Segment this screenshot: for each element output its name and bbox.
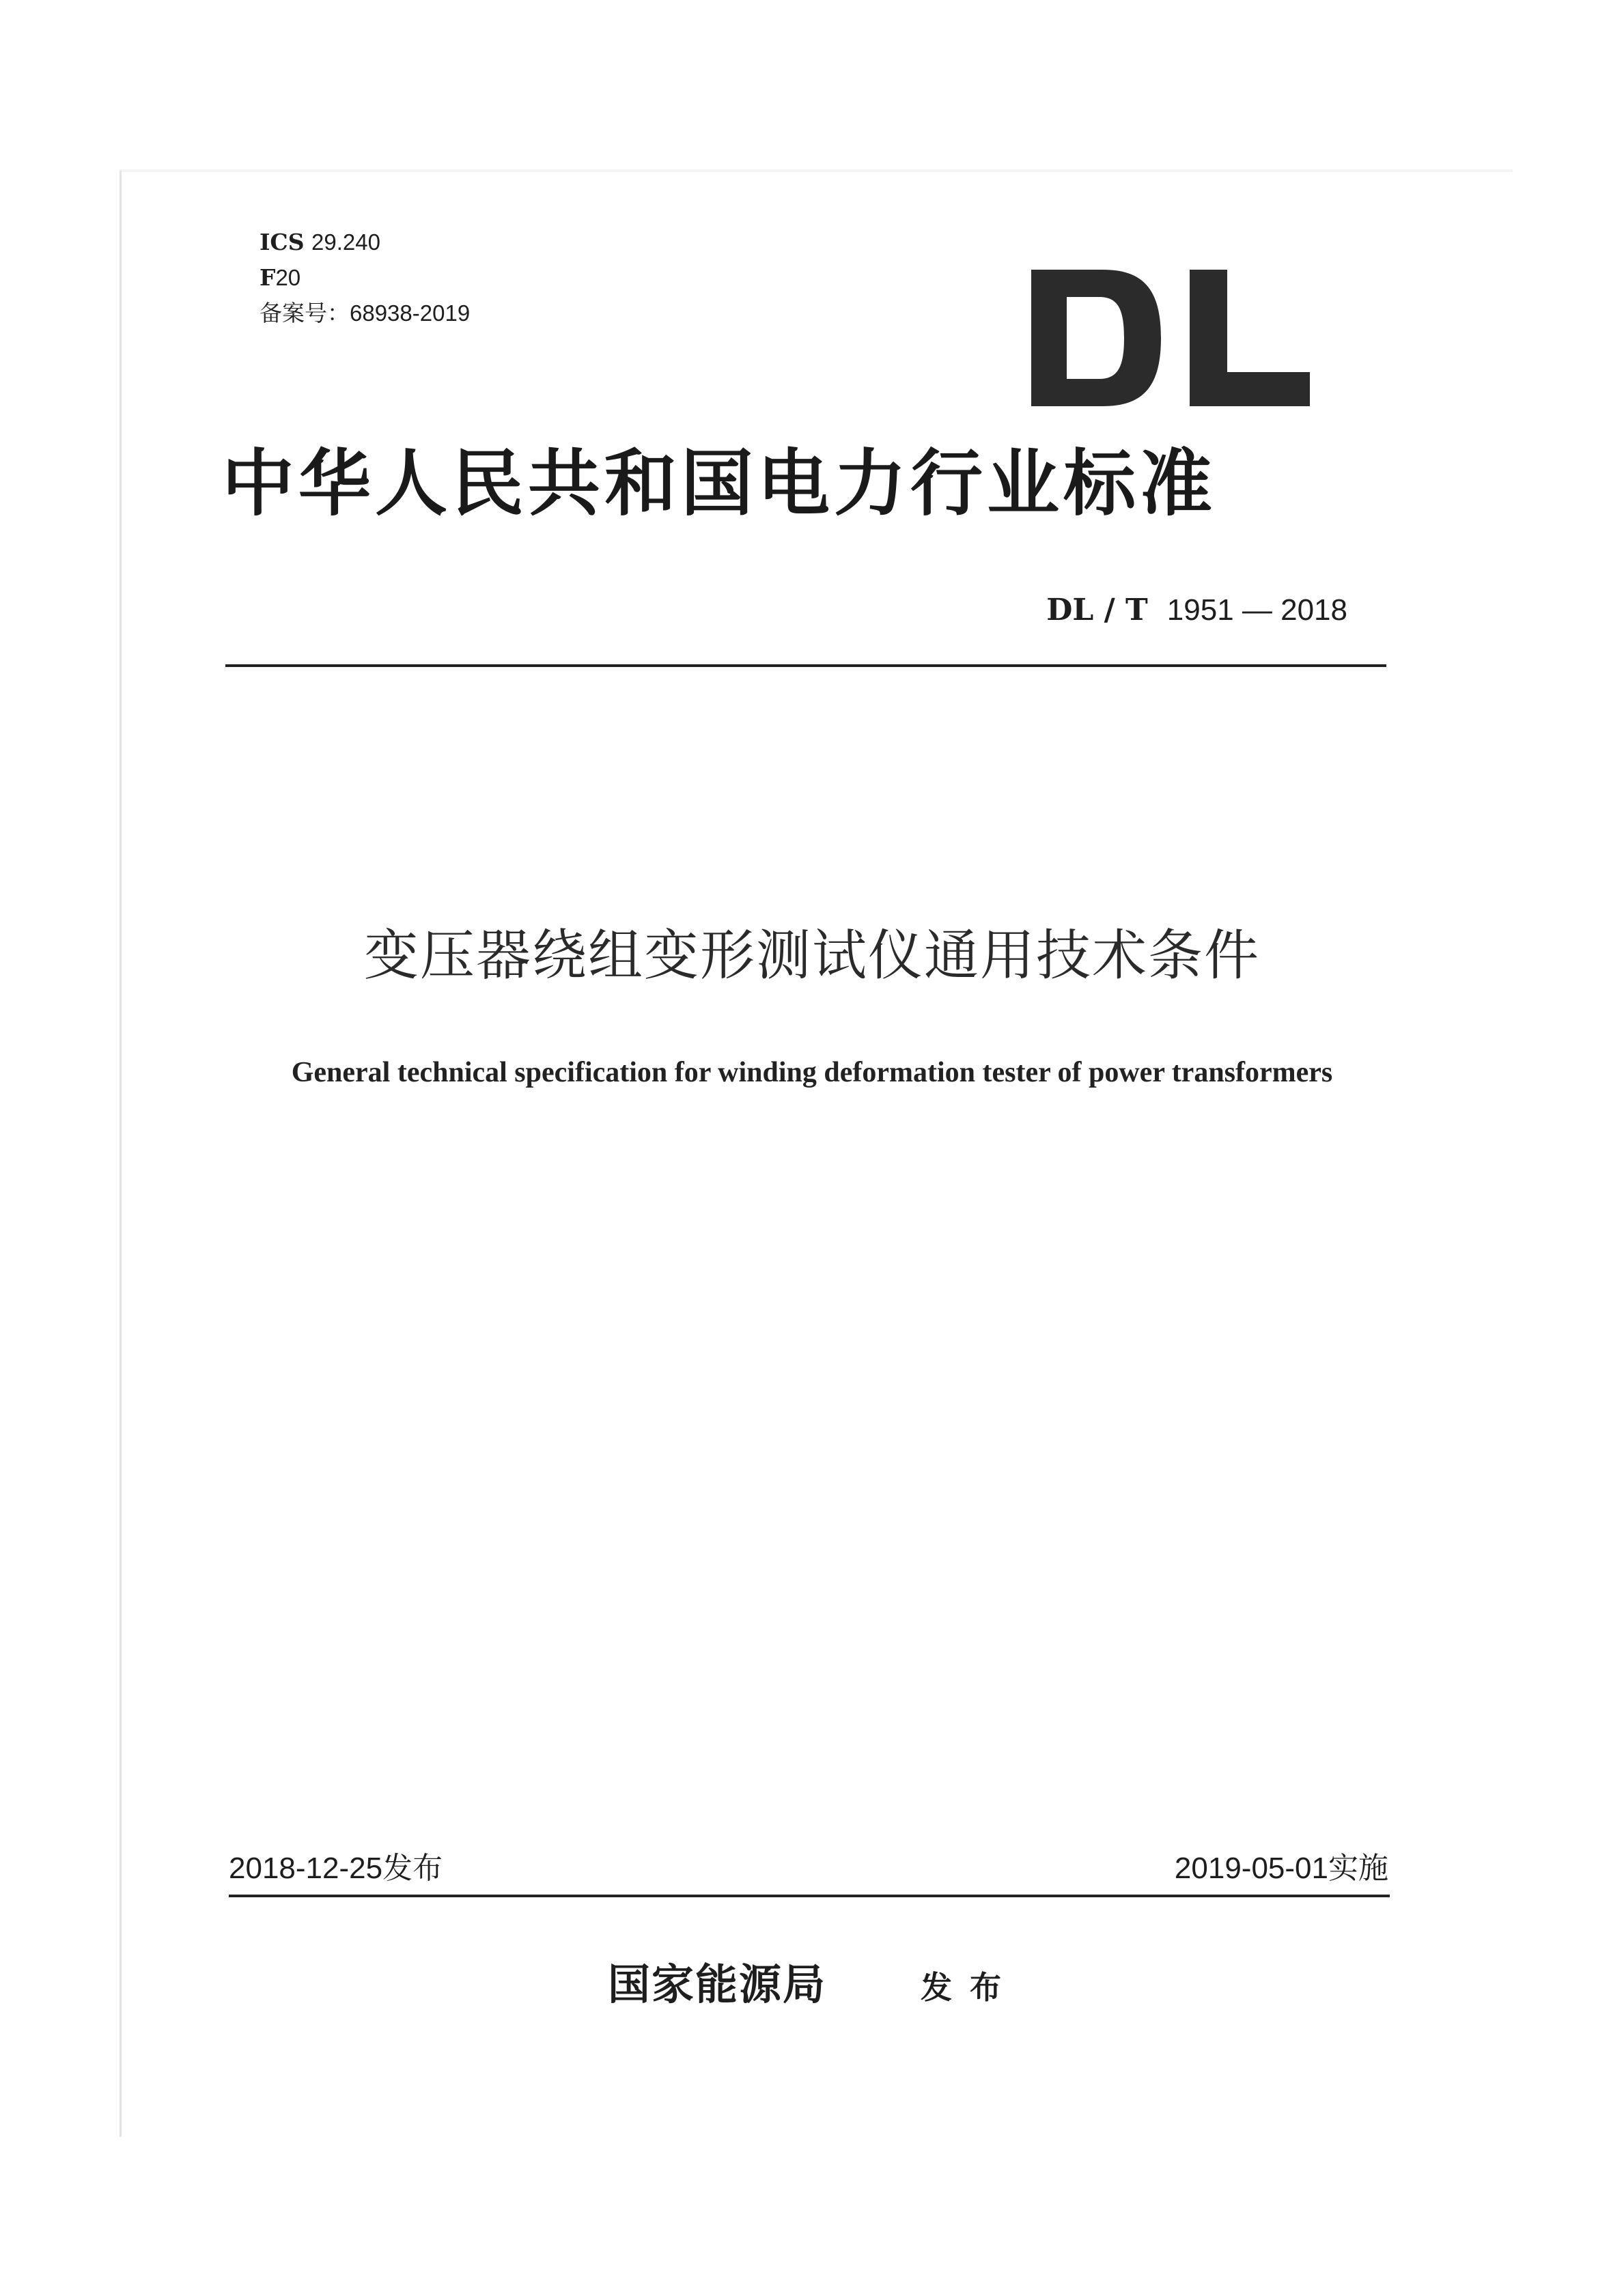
bottom-divider bbox=[229, 1895, 1390, 1897]
publisher-name: 国家能源局 bbox=[608, 1959, 827, 2009]
filing-value: 68938-2019 bbox=[350, 300, 471, 326]
standard-number bbox=[1046, 595, 1347, 625]
ccs-value: 20 bbox=[275, 265, 301, 290]
implementation-date bbox=[1174, 1851, 1388, 1886]
implementation-date-label: 实施 bbox=[1328, 1851, 1388, 1886]
dl-logo-graphic bbox=[1031, 270, 1318, 406]
standard-code: 1951 — 2018 bbox=[1166, 593, 1347, 627]
scan-edge-top bbox=[120, 169, 1513, 172]
filing-number bbox=[260, 302, 470, 324]
main-title: 中华人民共和国电力行业标准 bbox=[222, 440, 1216, 526]
ics-value: 29.240 bbox=[311, 229, 380, 255]
filing-label: 备案号： bbox=[260, 300, 350, 326]
standard-prefix: DL / T bbox=[1046, 593, 1148, 627]
document-title-english: General technical specification for winding deformation tester of power transformers bbox=[291, 1057, 1333, 1088]
dl-logo bbox=[1031, 270, 1318, 409]
issue-date-label: 发布 bbox=[382, 1851, 443, 1886]
top-divider bbox=[225, 664, 1386, 667]
ccs-code bbox=[260, 266, 300, 289]
ccs-label: F bbox=[260, 264, 276, 291]
ics-code bbox=[260, 231, 380, 253]
document-title-chinese: 变压器绕组变形测试仪通用技术条件 bbox=[364, 924, 1260, 987]
ics-label: ICS bbox=[260, 229, 305, 255]
issue-date-value: 2018-12-25 bbox=[229, 1852, 383, 1885]
scan-edge-left bbox=[120, 171, 122, 2137]
issue-date bbox=[229, 1851, 443, 1886]
publisher-action: 发布 bbox=[921, 1969, 1019, 2006]
implementation-date-value: 2019-05-01 bbox=[1174, 1852, 1328, 1885]
